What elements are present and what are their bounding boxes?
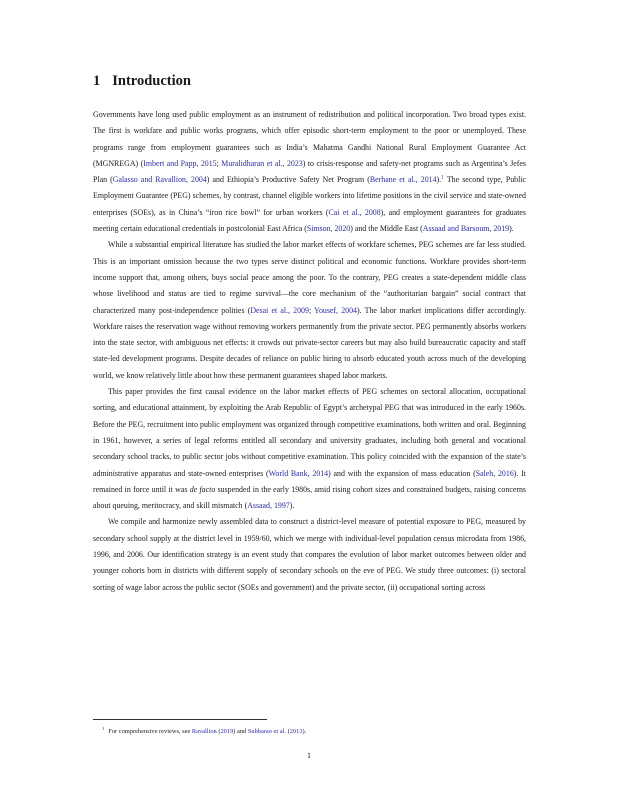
text-run: For comprehensive reviews, see [108, 728, 192, 736]
paragraph [93, 384, 526, 514]
text-run: ) and with the expansion of mass education ( [328, 468, 476, 478]
text-run: ), and employment guarantees for graduates meeting certain educational credentials in postcolonial East Africa ( [93, 207, 526, 234]
footnote-number: 1 [102, 726, 105, 731]
citation-link[interactable]: Assaad and Barsoum, 2019 [422, 224, 510, 234]
text-run: ) and Ethiopia’s Productive Safety Net Program ( [206, 175, 370, 185]
text-run: ( [285, 728, 290, 736]
paragraph [93, 237, 526, 384]
section-heading [93, 73, 191, 90]
citation-link[interactable]: 2019 [220, 728, 234, 736]
citation-link[interactable]: Yousef, 2004 [314, 305, 357, 315]
text-run: ; [216, 158, 222, 168]
citation-link[interactable]: Ravallion [191, 728, 217, 736]
body-text [93, 107, 526, 596]
citation-link[interactable]: Berhane et al., 2014 [369, 175, 437, 185]
citation-link[interactable]: World Bank, 2014 [268, 468, 329, 478]
text-run: ). [436, 175, 442, 185]
citation-link[interactable]: Assaad, 1997 [247, 501, 290, 511]
text-run: The second type, Public Employment Guarantee (PEG) schemes, by contrast, channel eligible workers into lifetime positions in the civil service and state-owned enterprises (SOEs), as in China’s “iron rice bowl” for urban workers ( [93, 175, 526, 217]
citation-link[interactable]: Imbert and Papp, 2015 [143, 158, 217, 168]
page-number: 1 [307, 751, 311, 760]
text-run: suspended in the early 1980s, amid rising cohort sizes and constrained budgets, raising concerns about queuing, meritocracy, and skill mismatch ( [93, 484, 526, 511]
citation-link[interactable]: Subbarao et al. [247, 728, 286, 736]
text-run: ; [308, 305, 315, 315]
text-run: ). It remained in force until it was [93, 468, 526, 494]
citation-link[interactable]: Muralidharan et al., 2023 [221, 158, 303, 168]
footnote-marker[interactable]: 1 [441, 174, 444, 181]
emphasis-text: de facto [189, 484, 216, 494]
footnote [93, 724, 526, 736]
text-run: This paper provides the first causal evidence on the labor market effects of PEG schemes on sectoral allocation, occupational sorting, and educational attainment, by exploiting the Arab Republic of Egypt’s archetypal PEG that was introduced in the early 1960s. Before the PEG, recruitment into public employment was organized through competitive examinations, both written and oral. Beginning in 1961, however, a series of legal reforms entitled all secondary and university graduates, including both general and vocational secondary school tracks, to public sector jobs without competitive examination. This policy coincided with the expansion of the state’s administrative apparatus and state-owned enterprises ( [93, 387, 526, 478]
citation-link[interactable]: Desai et al., 2009 [250, 305, 309, 315]
text-run: ) to crisis-response and safety-net programs such as Argentina’s Jefes Plan ( [93, 158, 526, 185]
text-run: ). [509, 224, 514, 234]
paragraph [93, 514, 526, 595]
paragraph [93, 107, 526, 237]
text-run: While a substantial empirical literature has studied the labor market effects of workfare schemes, PEG schemes are far less studied. This is an important omission because the two types serve distinct political and economic functions. Workfare provides short-term income support that, among others, buys social peace among the poor. To the contrary, PEG creates a state-dependent middle class whose livelihood and status are tied to regime survival—the core mechanism of the “authoritarian bargain” social contract that characterized many post-independence polities ( [93, 240, 526, 315]
text-run: ). The labor market implications differ accordingly. Workfare raises the reservation wage without removing workers permanently from the private sector. PEG permanently absorbs workers into the state sector, with ambiguous net effects: it crowds out private-sector careers but may also build bureaucratic capacity and staff state-led development programs. Despite decades of reliance on public hiring to absorb educated youth across much of the developing world, we know relatively little about how these permanent guarantees shaped labor markets. [93, 305, 527, 380]
section-title: Introduction [112, 73, 191, 89]
text-run: ( [216, 728, 221, 736]
text-run: ). [302, 728, 307, 736]
text-run: ) and [233, 728, 248, 736]
text-run: ) and the Middle East ( [350, 224, 423, 234]
citation-link[interactable]: Simson, 2020 [306, 224, 351, 234]
section-number: 1 [93, 73, 101, 89]
citation-link[interactable]: 2013 [289, 728, 303, 736]
text-run: Governments have long used public employment as an instrument of redistribution and political incorporation. Two broad types exist. The first is workfare and public works programs, which offer episodic short-term employment to the poor or unemployed. These programs range from employment guarantees such as India’s Mahatma Gandhi National Rural Employment Guarantee Act (MGNREGA) ( [93, 110, 526, 168]
text-run: We compile and harmonize newly assembled data to construct a district-level measure of potential exposure to PEG, measured by secondary school supply at the district level in 1959/60, which we merge with individual-level population census microdata from 1986, 1996, and 2006. Our identification strategy is an event study that compares the evolution of labor market outcomes between older and younger cohorts born in districts with different supply of secondary schools on the eve of PEG. We study three outcomes: (i) sectoral sorting of wage labor across the public sector (SOEs and government) and the private sector, (ii) occupational sorting across [93, 517, 526, 592]
citation-link[interactable]: Saleh, 2016 [475, 468, 514, 478]
citation-link[interactable]: Galasso and Ravallion, 2004 [112, 175, 207, 185]
footnote-rule [93, 719, 267, 720]
text-run: ). [289, 501, 295, 511]
citation-link[interactable]: Cai et al., 2008 [328, 207, 381, 217]
